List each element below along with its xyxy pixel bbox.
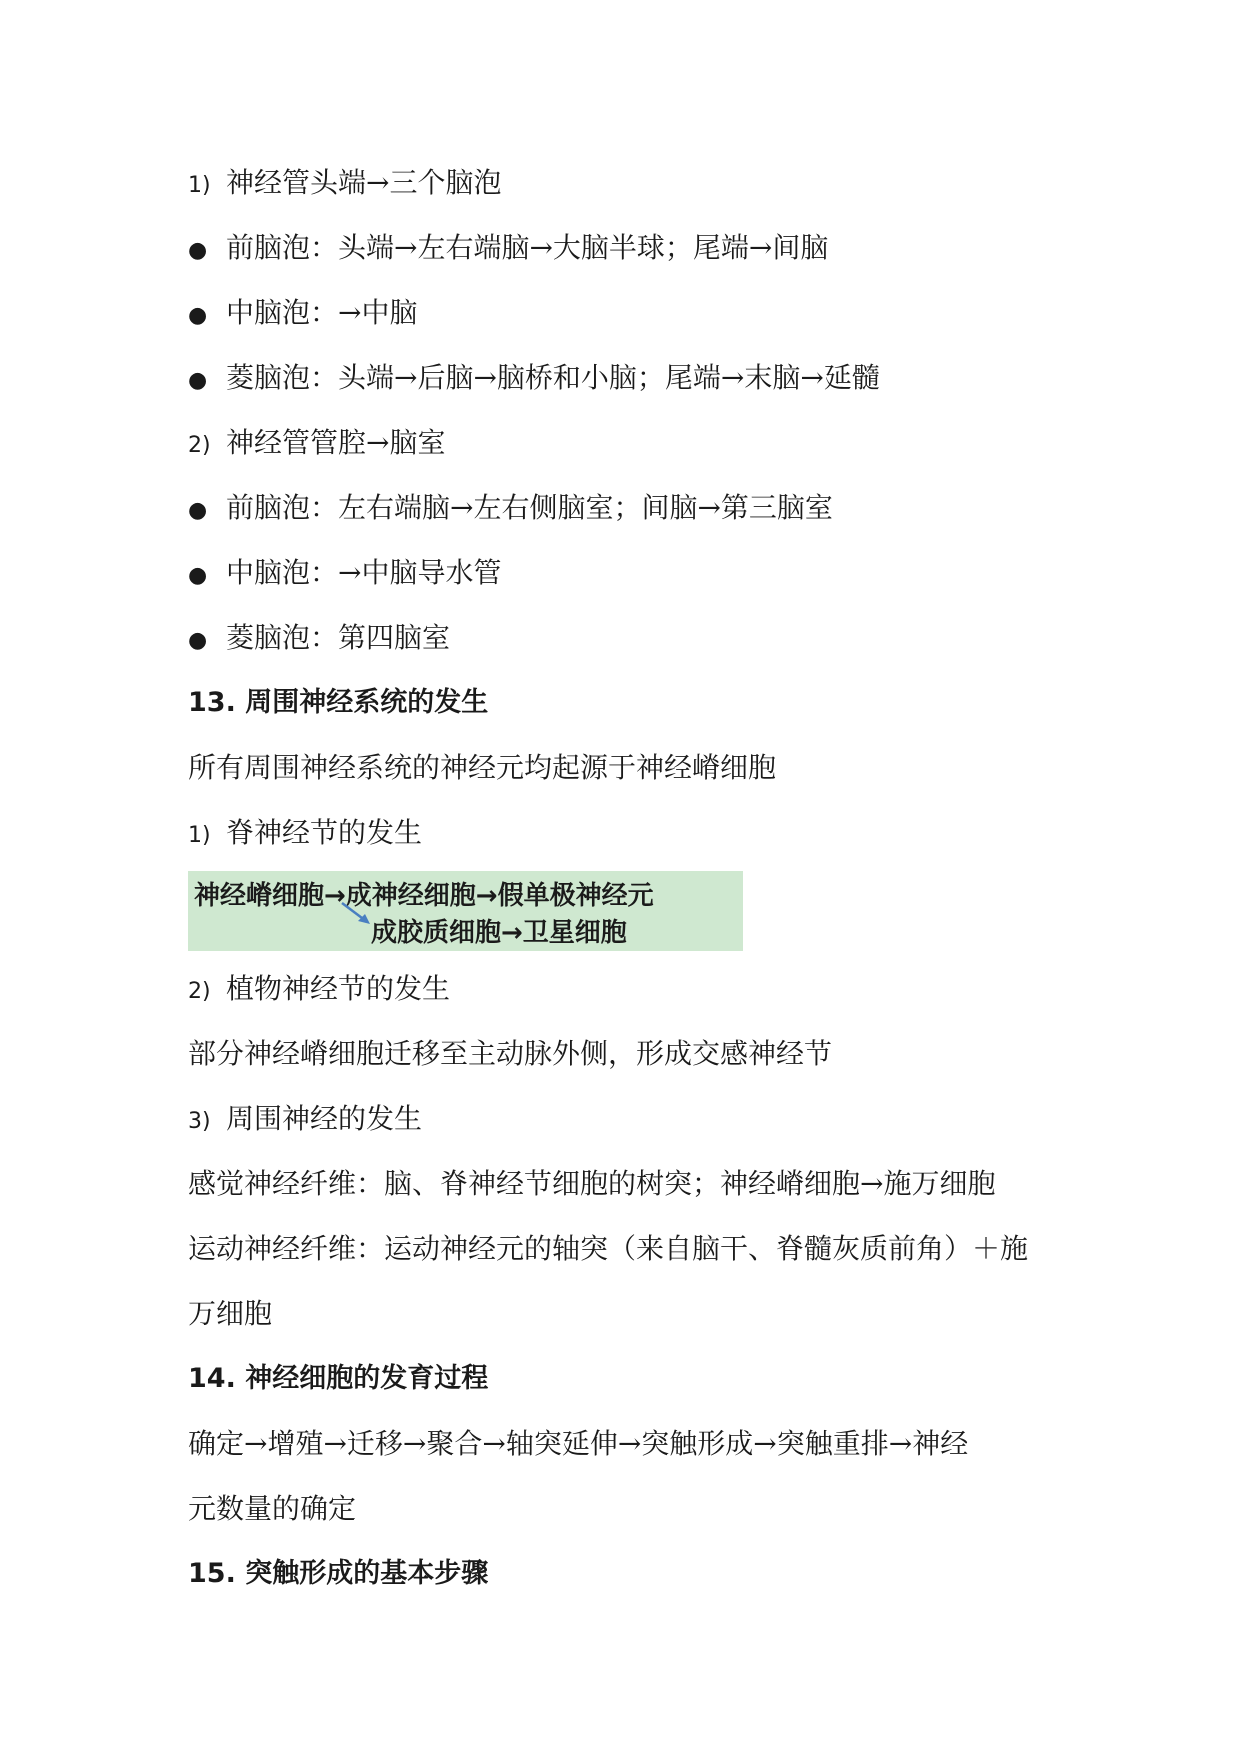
paragraph: 感觉神经纤维：脑、脊神经节细胞的树突；神经嵴细胞→施万细胞 <box>188 1167 996 1200</box>
list-number: 2) <box>188 433 211 458</box>
paragraph: 部分神经嵴细胞迁移至主动脉外侧，形成交感神经节 <box>188 1037 833 1070</box>
paragraph: 万细胞 <box>188 1297 273 1330</box>
bullet-icon <box>188 478 226 543</box>
list-item-3 <box>188 1086 1068 1151</box>
diagram-row-branch: 成胶质细胞→卫星细胞 <box>371 918 627 948</box>
bullet-text: 中脑泡：→中脑导水管 <box>226 556 502 589</box>
bullet-icon <box>188 543 226 608</box>
list-text: 周围神经的发生 <box>226 1102 423 1135</box>
list-number: 1) <box>188 823 211 848</box>
bullet-text: 中脑泡：→中脑 <box>226 296 418 329</box>
list-number: 1) <box>188 173 211 198</box>
bullet-icon <box>188 348 226 413</box>
diagram-row-main: 神经嵴细胞→成神经细胞→假单极神经元 <box>194 881 654 911</box>
list-number: 2) <box>188 979 211 1004</box>
document-page <box>188 150 1068 1606</box>
section-heading: 15. 突触形成的基本步骤 <box>188 1558 489 1589</box>
paragraph: 元数量的确定 <box>188 1492 357 1525</box>
list-text: 神经管管腔→脑室 <box>226 426 446 459</box>
bullet-text: 菱脑泡：头端→后脑→脑桥和小脑；尾端→末脑→延髓 <box>226 361 880 394</box>
section-heading: 13. 周围神经系统的发生 <box>188 687 489 718</box>
list-text: 脊神经节的发生 <box>226 816 423 849</box>
bullet-item <box>188 540 1068 605</box>
section-heading: 14. 神经细胞的发育过程 <box>188 1363 489 1394</box>
bullet-text: 菱脑泡：第四脑室 <box>226 621 451 654</box>
paragraph: 运动神经纤维：运动神经元的轴突（来自脑干、脊髓灰质前角）＋施 <box>188 1232 1029 1265</box>
bullet-icon <box>188 283 226 348</box>
bullet-text: 前脑泡：左右端脑→左右侧脑室；间脑→第三脑室 <box>226 491 833 524</box>
list-number: 3) <box>188 1109 211 1134</box>
list-text: 神经管头端→三个脑泡 <box>226 166 502 199</box>
bullet-item <box>188 280 1068 345</box>
list-text: 植物神经节的发生 <box>226 972 451 1005</box>
bullet-item <box>188 215 1068 280</box>
bullet-item <box>188 475 1068 540</box>
bullet-item <box>188 345 1068 410</box>
bullet-text: 前脑泡：头端→左右端脑→大脑半球；尾端→间脑 <box>226 231 829 264</box>
list-item-1 <box>188 800 1068 865</box>
bullet-item <box>188 605 1068 670</box>
bullet-icon <box>188 218 226 283</box>
list-item-2 <box>188 956 1068 1021</box>
diagonal-arrow-icon <box>340 901 374 927</box>
list-item-1 <box>188 150 1068 215</box>
paragraph: 所有周围神经系统的神经元均起源于神经嵴细胞 <box>188 751 777 784</box>
bullet-icon <box>188 608 226 673</box>
paragraph: 确定→增殖→迁移→聚合→轴突延伸→突触形成→突触重排→神经 <box>188 1427 969 1460</box>
list-item-2 <box>188 410 1068 475</box>
flow-diagram <box>188 871 743 951</box>
